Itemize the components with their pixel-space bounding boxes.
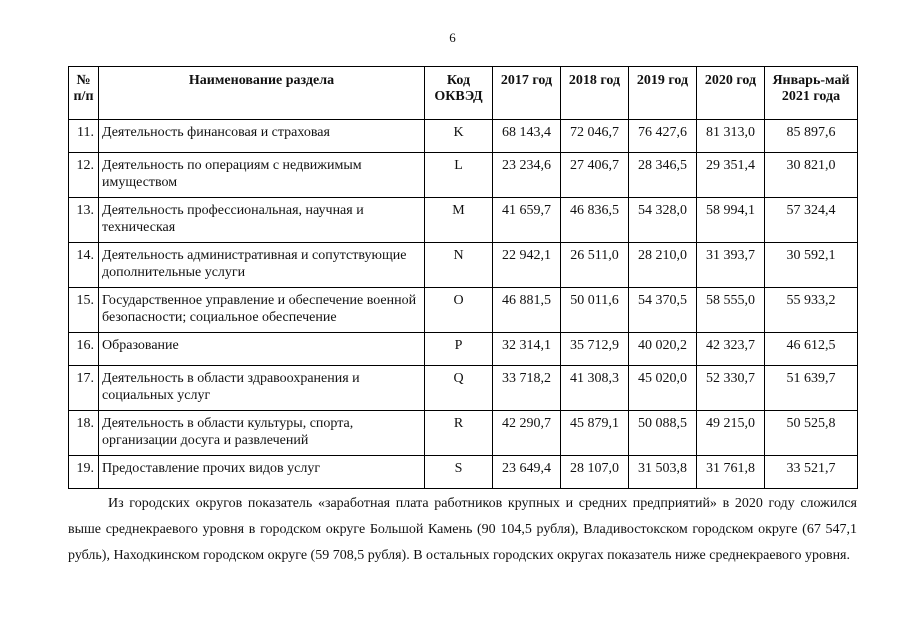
row-2020: 58 994,1 [697, 198, 765, 243]
row-2017: 33 718,2 [493, 366, 561, 411]
table-row [69, 456, 858, 489]
row-code: R [425, 411, 493, 456]
row-num: 16. [69, 333, 99, 366]
header-2021: Январь-май 2021 года [765, 67, 858, 120]
row-2021: 85 897,6 [765, 120, 858, 153]
row-2020: 49 215,0 [697, 411, 765, 456]
row-2021: 30 592,1 [765, 243, 858, 288]
row-2019: 54 370,5 [629, 288, 697, 333]
row-2021: 33 521,7 [765, 456, 858, 489]
row-code: P [425, 333, 493, 366]
header-2019: 2019 год [629, 67, 697, 120]
row-2020: 58 555,0 [697, 288, 765, 333]
table-row [69, 153, 858, 198]
row-2021: 30 821,0 [765, 153, 858, 198]
row-2019: 31 503,8 [629, 456, 697, 489]
row-2020: 31 393,7 [697, 243, 765, 288]
row-2017: 68 143,4 [493, 120, 561, 153]
row-2019: 28 346,5 [629, 153, 697, 198]
row-code: K [425, 120, 493, 153]
header-num: № п/п [69, 67, 99, 120]
row-2018: 27 406,7 [561, 153, 629, 198]
row-2018: 45 879,1 [561, 411, 629, 456]
row-2018: 46 836,5 [561, 198, 629, 243]
row-2019: 76 427,6 [629, 120, 697, 153]
row-2019: 54 328,0 [629, 198, 697, 243]
table-row [69, 366, 858, 411]
row-num: 11. [69, 120, 99, 153]
row-code: S [425, 456, 493, 489]
row-2020: 31 761,8 [697, 456, 765, 489]
header-2018: 2018 год [561, 67, 629, 120]
row-2017: 32 314,1 [493, 333, 561, 366]
row-2021: 46 612,5 [765, 333, 858, 366]
table-row [69, 120, 858, 153]
table-row [69, 411, 858, 456]
row-name: Деятельность административная и сопутствующие дополнительные услуги [99, 243, 425, 288]
row-name: Деятельность в области культуры, спорта, организации досуга и развлечений [99, 411, 425, 456]
row-2018: 72 046,7 [561, 120, 629, 153]
row-2017: 23 649,4 [493, 456, 561, 489]
wages-table [68, 66, 858, 489]
row-2021: 50 525,8 [765, 411, 858, 456]
row-2018: 50 011,6 [561, 288, 629, 333]
row-2020: 52 330,7 [697, 366, 765, 411]
row-2018: 28 107,0 [561, 456, 629, 489]
row-code: M [425, 198, 493, 243]
summary-paragraph [68, 491, 857, 569]
row-2019: 50 088,5 [629, 411, 697, 456]
row-num: 13. [69, 198, 99, 243]
header-2020: 2020 год [697, 67, 765, 120]
row-2018: 26 511,0 [561, 243, 629, 288]
row-2019: 28 210,0 [629, 243, 697, 288]
header-name: Наименование раздела [99, 67, 425, 120]
row-code: Q [425, 366, 493, 411]
row-2017: 22 942,1 [493, 243, 561, 288]
row-2021: 57 324,4 [765, 198, 858, 243]
row-name: Деятельность финансовая и страховая [99, 120, 425, 153]
table-row [69, 243, 858, 288]
row-2019: 40 020,2 [629, 333, 697, 366]
row-2017: 41 659,7 [493, 198, 561, 243]
row-name: Государственное управление и обеспечение военной безопасности; социальное обеспечение [99, 288, 425, 333]
row-2017: 46 881,5 [493, 288, 561, 333]
header-2017: 2017 год [493, 67, 561, 120]
table-header-row [69, 67, 858, 120]
row-2021: 55 933,2 [765, 288, 858, 333]
row-code: N [425, 243, 493, 288]
row-2018: 35 712,9 [561, 333, 629, 366]
table-row [69, 198, 858, 243]
row-num: 15. [69, 288, 99, 333]
row-2018: 41 308,3 [561, 366, 629, 411]
row-name: Деятельность по операциям с недвижимым имуществом [99, 153, 425, 198]
row-num: 19. [69, 456, 99, 489]
summary-text: Из городских округов показатель «заработная плата работников крупных и средних предприятий» в 2020 году сложился выше среднекраевого уровня в городском округе Большой Камень (90 104,5 рубля), Владивостокском городском округе (67 547,1 рубль), Находкинском городском округе (59 708,5 рубля). В остальных городских округах показатель ниже среднекраевого уровня. [68, 496, 857, 563]
row-2021: 51 639,7 [765, 366, 858, 411]
header-code: Код ОКВЭД [425, 67, 493, 120]
page-number: 6 [449, 30, 456, 45]
row-2020: 81 313,0 [697, 120, 765, 153]
row-2020: 42 323,7 [697, 333, 765, 366]
row-num: 12. [69, 153, 99, 198]
table-row [69, 333, 858, 366]
row-2017: 23 234,6 [493, 153, 561, 198]
row-name: Деятельность профессиональная, научная и техническая [99, 198, 425, 243]
row-num: 18. [69, 411, 99, 456]
row-2020: 29 351,4 [697, 153, 765, 198]
row-2019: 45 020,0 [629, 366, 697, 411]
row-name: Деятельность в области здравоохранения и социальных услуг [99, 366, 425, 411]
row-num: 14. [69, 243, 99, 288]
row-code: O [425, 288, 493, 333]
row-name: Образование [99, 333, 425, 366]
row-code: L [425, 153, 493, 198]
row-num: 17. [69, 366, 99, 411]
row-name: Предоставление прочих видов услуг [99, 456, 425, 489]
table-row [69, 288, 858, 333]
row-2017: 42 290,7 [493, 411, 561, 456]
